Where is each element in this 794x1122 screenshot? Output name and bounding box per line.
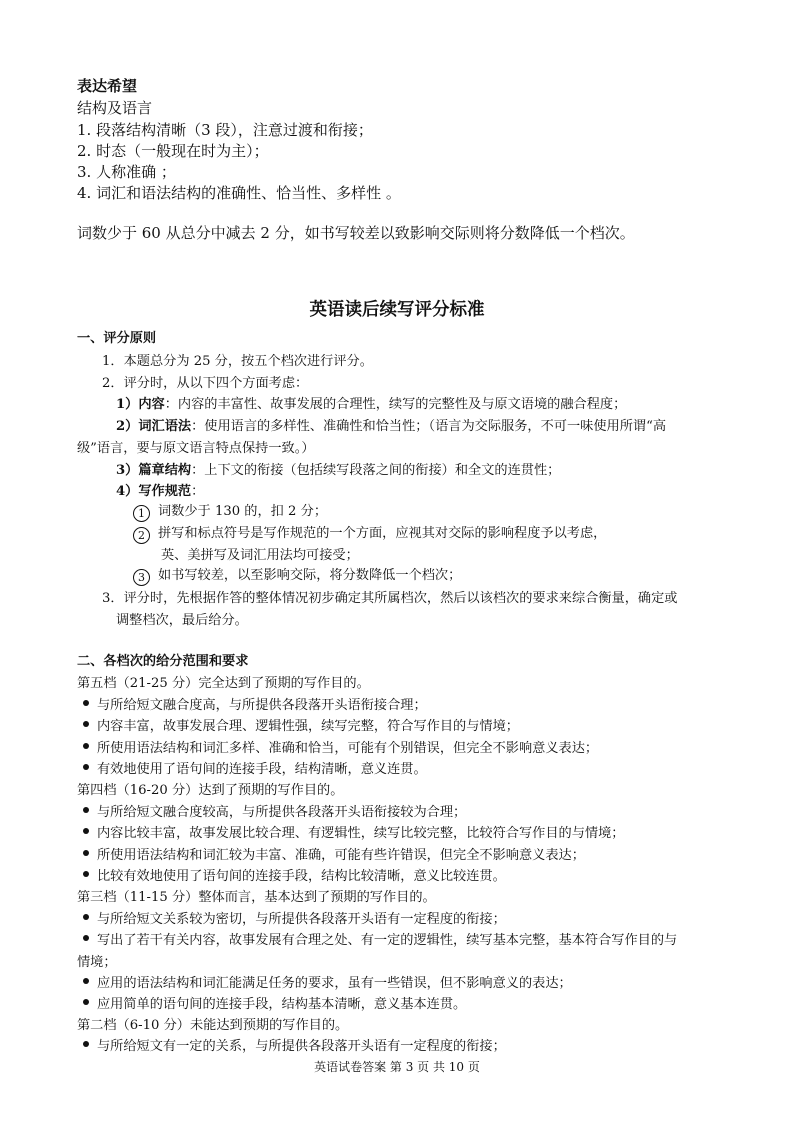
list-item [77,998,466,1011]
list-item [77,913,506,926]
word-count-note: 词数少于 60 从总分中减去 2 分，如书写较差以致影响交际则将分数降低一个档次。 [77,224,635,242]
list-item-text: 与所给短文关系较为密切，与所提供各段落开头语有一定程度的衔接； [97,912,506,927]
bullet-icon [83,999,89,1005]
bullet-icon [83,700,89,706]
list-item [77,699,427,712]
paragraph: 3．评分时，先根据作答的整体情况初步确定其所属档次，然后以该档次的要求来综合衡量，确定或 [102,591,678,606]
criterion-text: ：使用语言的多样性、准确性和恰当性；（语言为交际服务，不可一味使用所谓“高 [191,419,667,434]
criterion-structure [116,464,560,477]
tier-heading-4: 第四档（16-20 分）达到了预期的写作目的。 [77,783,344,798]
bullet-icon [83,978,89,984]
circled-number: 2 [133,527,150,544]
bullet-icon [83,935,89,941]
criterion-label: 4）写作规范 [116,484,192,499]
sub-criterion-text: 词数少于 130 的，扣 2 分； [158,504,328,519]
sub-criterion-text: 如书写较差，以至影响交际，将分数降低一个档次； [158,568,462,583]
criterion-text-continued: 级”语言，要与原文语言特点保持一致。） [77,441,315,456]
list-item [77,806,466,819]
tier-heading-3: 第三档（11-15 分）整体而言，基本达到了预期的写作目的。 [77,890,436,905]
list-item: 2. 时态（一般现在时为主）； [77,142,269,160]
circled-number: 3 [133,569,150,586]
sub-criterion [133,569,461,586]
sub-criterion-text-continued: 英、美拼写及词汇用法均可接受； [161,548,359,563]
list-item [77,977,572,990]
criterion-norms [116,485,204,498]
sub-criterion [133,505,327,522]
bullet-icon [83,743,89,749]
sub-criterion-text: 拼写和标点符号是写作规范的一个方面，应视其对交际的影响程度予以考虑， [158,526,607,541]
criterion-label: 2）词汇语法 [116,419,192,434]
bullet-icon [83,721,89,727]
tier-heading-5: 第五档（21-25 分）完全达到了预期的写作目的。 [77,676,370,691]
list-item [77,742,598,755]
paragraph-continued: 调整档次，最后给分。 [116,613,248,628]
bullet-icon [83,914,89,920]
list-item-text: 比较有效地使用了语句间的连接手段，结构比较清晰，意义比较连贯。 [97,869,506,884]
list-item: 1. 段落结构清晰（3 段），注意过渡和衔接； [77,121,373,139]
list-item-text: 内容比较丰富，故事发展比较合理、有逻辑性，续写比较完整，比较符合写作目的与情境； [97,826,625,841]
list-item-text-continued: 情境； [77,955,117,970]
criterion-label: 1）内容 [116,397,165,412]
page-footer: 英语试卷答案 第 3 页 共 10 页 [314,1060,480,1074]
bullet-icon [83,871,89,877]
list-item [77,1040,506,1053]
section-heading: 二、各档次的给分范围和要求 [77,654,249,669]
subtitle-structure-language: 结构及语言 [77,99,153,117]
list-item [77,763,427,776]
bullet-icon [83,1041,89,1047]
list-item [77,870,506,883]
sub-criterion [133,527,606,544]
list-item-text: 写出了若干有关内容，故事发展有合理之处、有一定的逻辑性，续写基本完整，基本符合写作目的与 [97,933,678,948]
bullet-icon [83,807,89,813]
section-title-expectation: 表达希望 [77,77,138,95]
list-item [77,849,585,862]
list-item-text: 与所给短文有一定的关系，与所提供各段落开头语有一定程度的衔接； [97,1039,506,1054]
list-item [77,720,519,733]
list-item-text: 所使用语法结构和词汇多样、准确和恰当，可能有个别错误，但完全不影响意义表达； [97,741,599,756]
bullet-icon [83,764,89,770]
bullet-icon [83,850,89,856]
list-item-text: 有效地使用了语句间的连接手段，结构清晰，意义连贯。 [97,762,427,777]
list-item-text: 内容丰富，故事发展合理、逻辑性强，续写完整，符合写作目的与情境； [97,719,519,734]
list-item-text: 与所给短文融合度较高，与所提供各段落开头语衔接较为合理； [97,805,467,820]
criterion-text: ：内容的丰富性、故事发展的合理性，续写的完整性及与原文语境的融合程度； [164,397,627,412]
section-heading: 一、评分原则 [77,331,157,346]
criterion-vocab-grammar [116,420,666,433]
paragraph: 2．评分时，从以下四个方面考虑： [102,376,309,391]
list-item: 3. 人称准确 ； [77,163,176,181]
criterion-label: 3）篇章结构 [116,463,192,478]
paragraph: 1．本题总分为 25 分，按五个档次进行评分。 [102,354,373,369]
list-item-text: 所使用语法结构和词汇较为丰富、准确，可能有些许错误，但完全不影响意义表达； [97,848,585,863]
page-title: 英语读后续写评分标准 [309,300,485,320]
bullet-icon [83,828,89,834]
list-item-text: 应用简单的语句间的连接手段，结构基本清晰，意义基本连贯。 [97,997,467,1012]
list-item-text: 与所给短文融合度高，与所提供各段落开头语衔接合理； [97,698,427,713]
circled-number: 1 [133,505,150,522]
criterion-text: ：上下文的衔接（包括续写段落之间的衔接）和全文的连贯性； [191,463,561,478]
list-item: 4. 词汇和语法结构的准确性、恰当性、多样性 。 [77,184,401,202]
criterion-content [116,398,626,411]
criterion-text: ： [191,484,205,499]
list-item [77,934,677,947]
list-item [77,827,625,840]
list-item-text: 应用的语法结构和词汇能满足任务的要求，虽有一些错误，但不影响意义的表达； [97,976,572,991]
tier-heading-2: 第二档（6-10 分）未能达到预期的写作目的。 [77,1018,349,1033]
